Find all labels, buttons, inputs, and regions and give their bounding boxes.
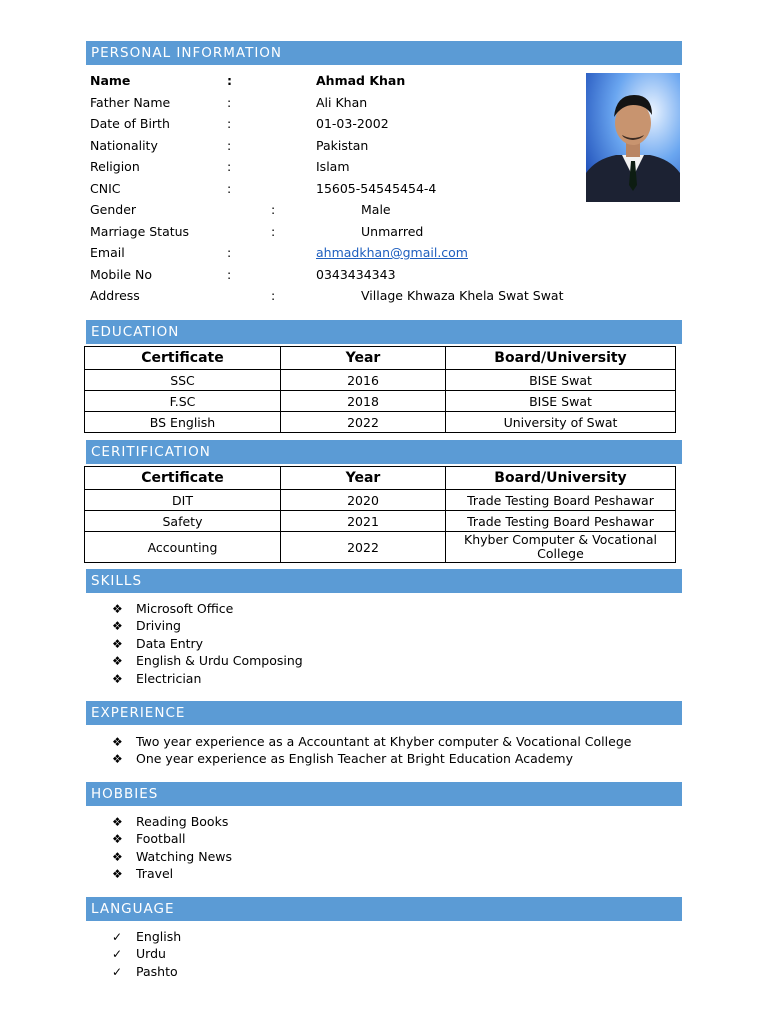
list-item (112, 928, 181, 945)
info-value: 01-03-2002 (316, 116, 389, 131)
table-cell: 2020 (281, 490, 446, 511)
table-row (85, 391, 676, 412)
info-value: 0343434343 (316, 266, 396, 282)
hobby-text: Reading Books (136, 814, 229, 829)
hobby-text: Watching News (136, 848, 232, 864)
table-header-row (85, 467, 676, 490)
info-label: Marriage Status (90, 223, 190, 239)
info-value: Village Khwaza Khela Swat Swat (361, 288, 564, 303)
certification-table (84, 466, 676, 563)
experience-list (112, 733, 631, 768)
list-item (112, 600, 303, 617)
experience-text: One year experience as English Teacher at Bright Education Academy (136, 751, 573, 767)
column-header: Board/University (446, 467, 676, 490)
info-colon: : (227, 245, 232, 260)
column-header: Board/University (446, 347, 676, 370)
check-bullet-icon: ✓ (112, 947, 123, 962)
info-value: 15605-54545454-4 (316, 180, 437, 196)
skill-text: Driving (136, 618, 181, 634)
check-bullet-icon: ✓ (112, 930, 123, 944)
info-value: Ali Khan (316, 94, 368, 110)
info-label: Father Name (90, 94, 171, 110)
info-colon: : (227, 180, 232, 196)
section-header-language: LANGUAGE (86, 897, 682, 921)
table-cell: SSC (85, 370, 281, 391)
hobby-text: Travel (136, 866, 174, 882)
diamond-bullet-icon: ❖ (112, 849, 123, 864)
diamond-bullet-icon: ❖ (112, 619, 123, 634)
hobbies-list (112, 813, 232, 883)
info-value: Islam (316, 159, 350, 174)
column-header: Year (281, 467, 446, 490)
table-cell: Khyber Computer & Vocational College (446, 532, 676, 563)
info-colon: : (271, 223, 276, 239)
list-item (112, 750, 631, 767)
info-label: Religion (90, 159, 140, 174)
table-cell: Accounting (85, 532, 281, 563)
table-cell: Trade Testing Board Peshawar (446, 511, 676, 532)
column-header: Certificate (85, 347, 281, 370)
table-row (85, 490, 676, 511)
table-cell: 2018 (281, 391, 446, 412)
section-header-hobbies: HOBBIES (86, 782, 682, 806)
table-cell: BISE Swat (446, 370, 676, 391)
info-label: Name (90, 73, 131, 88)
list-item (112, 670, 303, 687)
info-colon: : (227, 159, 232, 174)
diamond-bullet-icon: ❖ (112, 815, 123, 829)
section-header-experience: EXPERIENCE (86, 701, 682, 725)
table-row (85, 412, 676, 433)
diamond-bullet-icon: ❖ (112, 867, 123, 882)
hobby-text: Football (136, 831, 186, 847)
list-item (112, 865, 232, 882)
table-cell: 2021 (281, 511, 446, 532)
info-colon: : (227, 137, 232, 153)
info-label: Nationality (90, 137, 158, 153)
check-bullet-icon: ✓ (112, 964, 123, 979)
list-item (112, 848, 232, 865)
list-item (112, 963, 181, 980)
skill-text: Electrician (136, 670, 202, 686)
skill-text: English & Urdu Composing (136, 653, 303, 669)
column-header: Certificate (85, 467, 281, 490)
list-item (112, 830, 232, 847)
info-value: Pakistan (316, 137, 369, 153)
table-cell: BISE Swat (446, 391, 676, 412)
list-item (112, 945, 181, 962)
email-link[interactable]: ahmadkhan@gmail.com (316, 245, 468, 260)
language-text: Pashto (136, 963, 178, 979)
language-list (112, 928, 181, 980)
skills-list (112, 600, 303, 687)
list-item (112, 617, 303, 634)
list-item (112, 733, 631, 750)
diamond-bullet-icon: ❖ (112, 602, 123, 616)
info-colon: : (227, 94, 232, 110)
language-text: Urdu (136, 946, 166, 962)
info-label: Email (90, 245, 125, 260)
info-colon: : (227, 73, 232, 88)
table-cell: DIT (85, 490, 281, 511)
section-header-skills: SKILLS (86, 569, 682, 593)
info-value: Male (361, 202, 391, 217)
info-colon: : (271, 288, 276, 303)
info-label: Address (90, 288, 140, 303)
info-label: Gender (90, 202, 137, 217)
column-header: Year (281, 347, 446, 370)
table-cell: 2016 (281, 370, 446, 391)
experience-text: Two year experience as a Accountant at Khyber computer & Vocational College (136, 734, 632, 749)
skill-text: Data Entry (136, 635, 204, 651)
table-cell: F.SC (85, 391, 281, 412)
profile-photo (586, 73, 680, 202)
table-row (85, 370, 676, 391)
table-cell: 2022 (281, 412, 446, 433)
section-header-education: EDUCATION (86, 320, 682, 344)
table-header-row (85, 347, 676, 370)
table-row (85, 532, 676, 563)
diamond-bullet-icon: ❖ (112, 832, 123, 847)
table-cell: University of Swat (446, 412, 676, 433)
table-cell: Safety (85, 511, 281, 532)
info-label: CNIC (90, 180, 121, 196)
diamond-bullet-icon: ❖ (112, 752, 123, 767)
diamond-bullet-icon: ❖ (112, 671, 123, 686)
diamond-bullet-icon: ❖ (112, 735, 123, 749)
table-cell: BS English (85, 412, 281, 433)
list-item (112, 635, 303, 652)
language-text: English (136, 929, 182, 944)
section-header-personal: PERSONAL INFORMATION (86, 41, 682, 65)
table-row (85, 511, 676, 532)
info-label: Date of Birth (90, 116, 170, 131)
info-value: Ahmad Khan (316, 73, 406, 88)
table-cell: 2022 (281, 532, 446, 563)
education-table (84, 346, 676, 433)
info-label: Mobile No (90, 266, 152, 282)
list-item (112, 813, 232, 830)
section-header-certification: CERITIFICATION (86, 440, 682, 464)
info-colon: : (227, 266, 232, 282)
info-colon: : (227, 116, 232, 131)
table-cell: Trade Testing Board Peshawar (446, 490, 676, 511)
list-item (112, 652, 303, 669)
info-value: Unmarred (361, 223, 424, 239)
diamond-bullet-icon: ❖ (112, 654, 123, 669)
info-colon: : (271, 202, 276, 217)
diamond-bullet-icon: ❖ (112, 636, 123, 651)
skill-text: Microsoft Office (136, 601, 234, 616)
